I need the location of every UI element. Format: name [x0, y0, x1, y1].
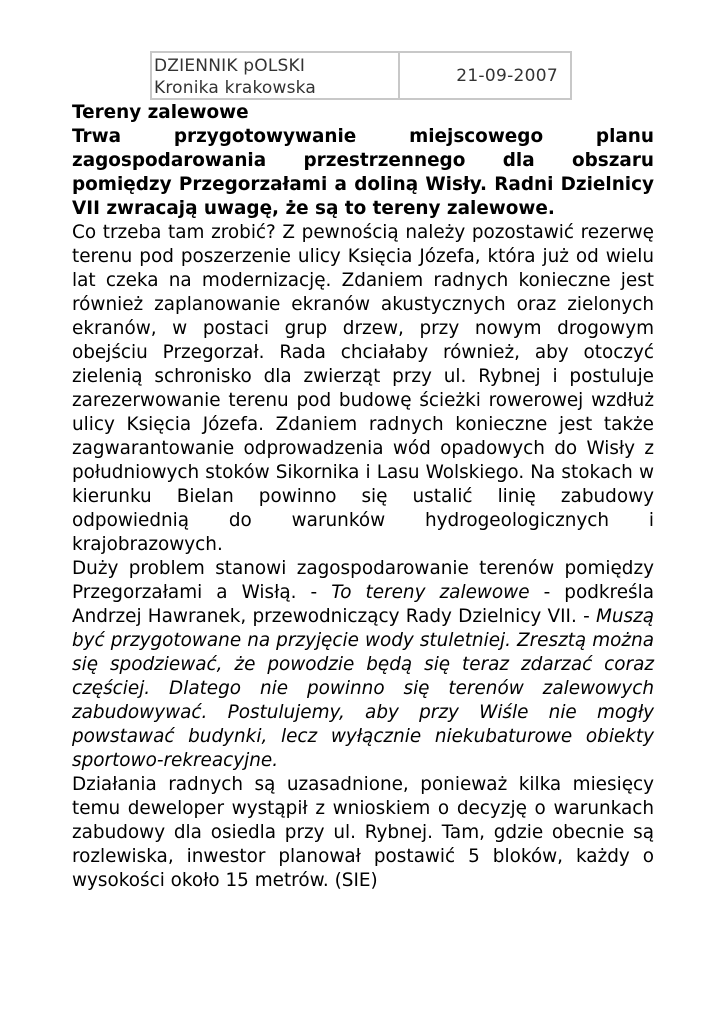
- article-paragraph-2: [72, 557, 654, 773]
- header-table: [150, 51, 572, 100]
- publication-date: 21-09-2007: [456, 65, 558, 86]
- paragraph-2-intro: Duży problem stanowi zagospodarowanie terenów pomiędzy Przegorzałami a Wisłą. -: [72, 558, 654, 603]
- paragraph-2-attribution: - podkreśla Andrzej Hawranek, przewodniczący Rady Dzielnicy VII. -: [72, 582, 654, 627]
- header-source-cell: [152, 53, 400, 98]
- article-title: Tereny zalewowe: [72, 102, 249, 123]
- quote-1: To tereny zalewowe: [331, 582, 530, 603]
- article-lead: Trwa przygotowywanie miejscowego planu zagospodarowania przestrzennego dla obszaru pomiędzy Przegorzałami a doliną Wisły. Radni Dzielnicy VII zwracają uwagę, że są to tereny zalewowe.: [72, 126, 654, 219]
- publication-name: DZIENNIK pOLSKI: [154, 56, 306, 76]
- header-date-cell: [400, 53, 570, 98]
- article-body: [72, 101, 654, 893]
- article-paragraph-3: Działania radnych są uzasadnione, ponieważ kilka miesięcy temu deweloper wystąpił z wnioskiem o decyzję o warunkach zabudowy dla osiedla przy ul. Rybnej. Tam, gdzie obecnie są rozlewiska, inwestor planował postawić 5 bloków, każdy o wysokości około 15 metrów. (SIE): [72, 774, 654, 891]
- article-paragraph-1: Co trzeba tam zrobić? Z pewnością należy pozostawić rezerwę terenu pod poszerzenie ulicy Księcia Józefa, która już od wielu lat czeka na modernizację. Zdaniem radnych konieczne jest również zaplanowanie ekranów akustycznych oraz zielonych ekranów, w postaci grup drzew, przy nowym drogowym obejściu Przegorzał. Rada chciałaby również, aby otoczyć zielenią schronisko dla zwierząt przy ul. Rybnej i postuluje zarezerwowanie terenu pod budowę ścieżki rowerowej wzdłuż ulicy Księcia Józefa. Zdaniem radnych konieczne jest także zagwarantowanie odprowadzenia wód opadowych do Wisły z południowych stoków Sikornika i Lasu Wolskiego. Na stokach w kierunku Bielan powinno się ustalić linię zabudowy odpowiednią do warunków hydrogeologicznych i krajobrazowych.: [72, 222, 654, 555]
- quote-2: Muszą być przygotowane na przyjęcie wody stuletniej. Zresztą można się spodziewać, że powodzie będą się teraz zdarzać coraz częściej. Dlatego nie powinno się terenów zalewowych zabudowywać. Postulujemy, aby przy Wiśle nie mogły powstawać budynki, lecz wyłącznie niekubaturowe obiekty sportowo-rekreacyjne.: [72, 606, 654, 771]
- section-name: Kronika krakowska: [154, 78, 317, 98]
